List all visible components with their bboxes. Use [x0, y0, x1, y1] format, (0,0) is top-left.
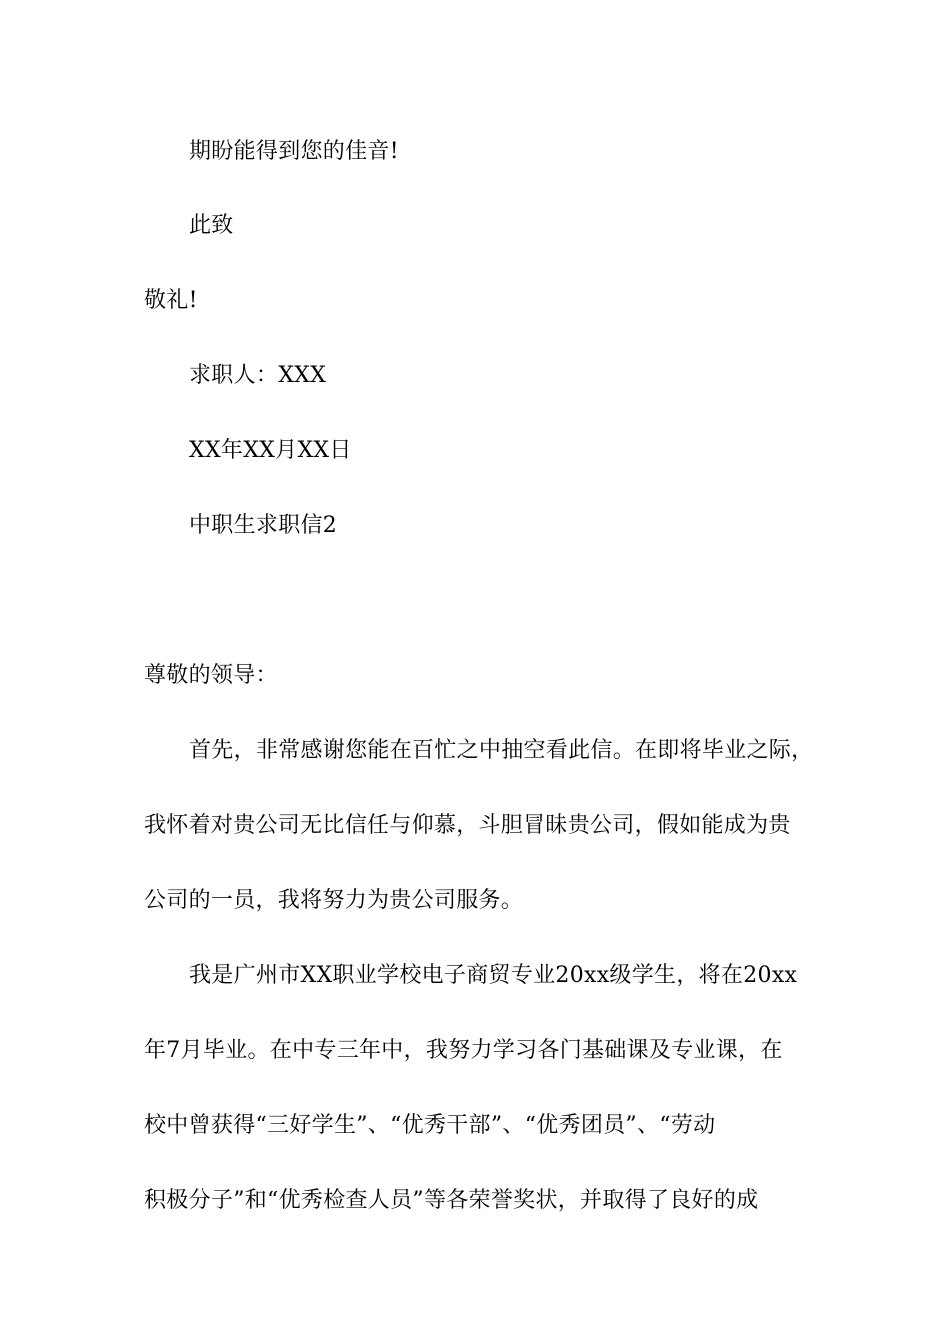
body-paragraph-2-line-3: 校中曾获得“三好学生”、“优秀干部”、“优秀团员”、“劳动: [144, 1113, 716, 1138]
section-title: 中职生求职信2: [189, 513, 338, 538]
body-paragraph-2-line-1: 我是广州市XX职业学校电子商贸专业20xx级学生，将在20xx: [189, 963, 798, 988]
body-paragraph-1-line-1: 首先，非常感谢您能在百忙之中抽空看此信。在即将毕业之际，: [189, 738, 814, 763]
salutation-jingli: 敬礼!: [144, 288, 198, 313]
closing-hope-line: 期盼能得到您的佳音!: [189, 139, 399, 164]
greeting-line: 尊敬的领导：: [144, 663, 278, 688]
applicant-signature: 求职人：XXX: [189, 363, 327, 388]
salutation-cizhi: 此致: [189, 213, 234, 238]
letter-date: XX年XX月XX日: [189, 438, 352, 463]
body-paragraph-1-line-3: 公司的一员，我将努力为贵公司服务。: [144, 888, 524, 913]
body-paragraph-2-line-2: 年7月毕业。在中专三年中，我努力学习各门基础课及专业课，在: [144, 1038, 783, 1063]
body-paragraph-2-line-4: 积极分子”和“优秀检查人员”等各荣誉奖状，并取得了良好的成: [144, 1188, 759, 1213]
body-paragraph-1-line-2: 我怀着对贵公司无比信任与仰慕，斗胆冒昧贵公司，假如能成为贵: [144, 813, 791, 838]
